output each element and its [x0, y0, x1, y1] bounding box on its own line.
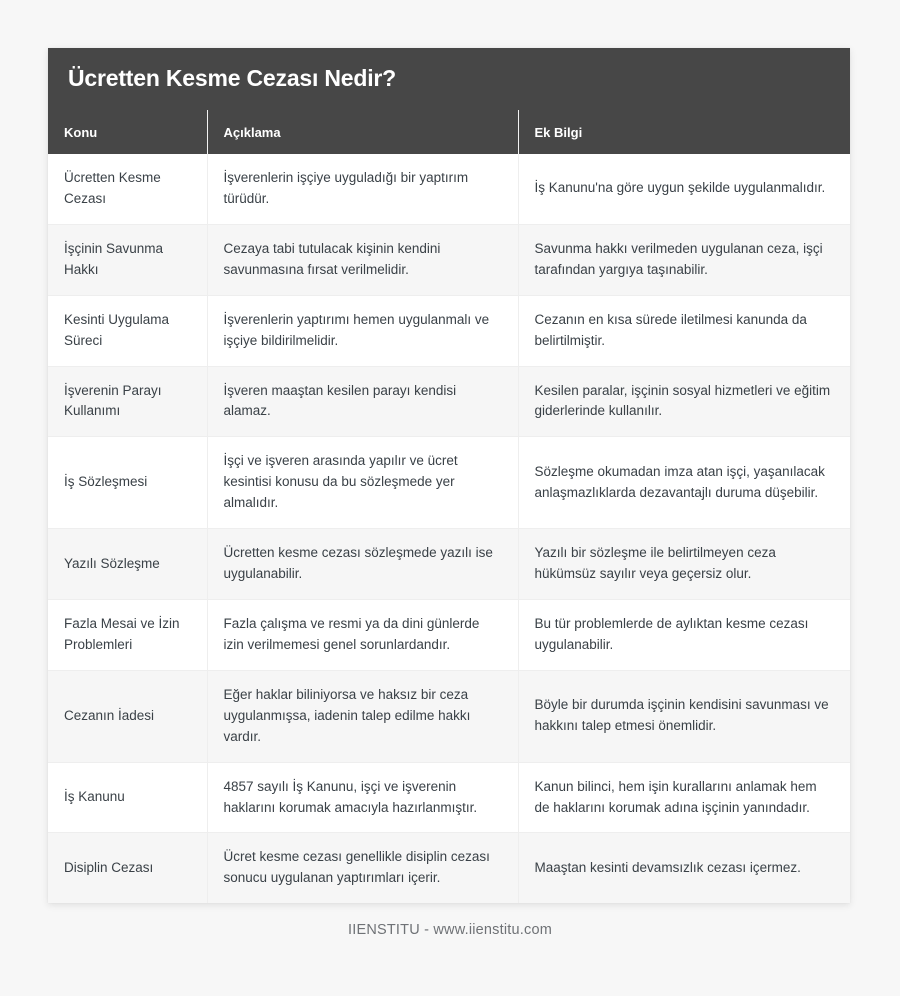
table-row — [48, 670, 850, 762]
info-table — [48, 110, 850, 903]
cell-konu: İşçinin Savunma Hakkı — [48, 224, 207, 295]
cell-konu: Fazla Mesai ve İzin Problemleri — [48, 599, 207, 670]
cell-aciklama: Ücret kesme cezası genellikle disiplin cezası sonucu uygulanan yaptırımları içerir. — [207, 833, 518, 903]
cell-ek-bilgi: Maaştan kesinti devamsızlık cezası içermez. — [518, 833, 850, 903]
cell-konu: Cezanın İadesi — [48, 670, 207, 762]
cell-ek-bilgi: İş Kanunu'na göre uygun şekilde uygulanmalıdır. — [518, 154, 850, 224]
cell-konu: İşverenin Parayı Kullanımı — [48, 366, 207, 437]
table-row — [48, 762, 850, 833]
cell-ek-bilgi: Savunma hakkı verilmeden uygulanan ceza, işçi tarafından yargıya taşınabilir. — [518, 224, 850, 295]
table-row — [48, 224, 850, 295]
cell-konu: İş Sözleşmesi — [48, 437, 207, 529]
table-row — [48, 529, 850, 600]
cell-aciklama: Ücretten kesme cezası sözleşmede yazılı ise uygulanabilir. — [207, 529, 518, 600]
cell-aciklama: İşçi ve işveren arasında yapılır ve ücret kesintisi konusu da bu sözleşmede yer almalıdır. — [207, 437, 518, 529]
table-row — [48, 295, 850, 366]
cell-aciklama: İşverenlerin işçiye uyguladığı bir yaptırım türüdür. — [207, 154, 518, 224]
cell-aciklama: Fazla çalışma ve resmi ya da dini günlerde izin verilmemesi genel sorunlardandır. — [207, 599, 518, 670]
table-row — [48, 437, 850, 529]
cell-ek-bilgi: Bu tür problemlerde de aylıktan kesme cezası uygulanabilir. — [518, 599, 850, 670]
footer-attribution: IIENSTITU - www.iienstitu.com — [348, 922, 552, 938]
cell-ek-bilgi: Kanun bilinci, hem işin kurallarını anlamak hem de haklarını korumak adına işçinin yanındadır. — [518, 762, 850, 833]
table-row — [48, 154, 850, 224]
cell-aciklama: İşveren maaştan kesilen parayı kendisi alamaz. — [207, 366, 518, 437]
cell-konu: Disiplin Cezası — [48, 833, 207, 903]
cell-aciklama: Eğer haklar biliniyorsa ve haksız bir ceza uygulanmışsa, iadenin talep edilme hakkı vardır. — [207, 670, 518, 762]
cell-aciklama: Cezaya tabi tutulacak kişinin kendini savunmasına fırsat verilmelidir. — [207, 224, 518, 295]
cell-konu: Ücretten Kesme Cezası — [48, 154, 207, 224]
table-row — [48, 833, 850, 903]
cell-konu: Yazılı Sözleşme — [48, 529, 207, 600]
column-header-konu: Konu — [48, 110, 207, 154]
cell-ek-bilgi: Sözleşme okumadan imza atan işçi, yaşanılacak anlaşmazlıklarda dezavantajlı duruma düşebilir. — [518, 437, 850, 529]
cell-ek-bilgi: Kesilen paralar, işçinin sosyal hizmetleri ve eğitim giderlerinde kullanılır. — [518, 366, 850, 437]
info-card — [48, 48, 850, 903]
column-header-aciklama: Açıklama — [207, 110, 518, 154]
table-body — [48, 154, 850, 903]
page-title: Ücretten Kesme Cezası Nedir? — [48, 48, 850, 110]
table-row — [48, 366, 850, 437]
table-header — [48, 110, 850, 154]
cell-konu: İş Kanunu — [48, 762, 207, 833]
table-row — [48, 599, 850, 670]
column-header-ek-bilgi: Ek Bilgi — [518, 110, 850, 154]
cell-konu: Kesinti Uygulama Süreci — [48, 295, 207, 366]
cell-ek-bilgi: Böyle bir durumda işçinin kendisini savunması ve hakkını talep etmesi önemlidir. — [518, 670, 850, 762]
cell-ek-bilgi: Yazılı bir sözleşme ile belirtilmeyen ceza hükümsüz sayılır veya geçersiz olur. — [518, 529, 850, 600]
cell-ek-bilgi: Cezanın en kısa sürede iletilmesi kanunda da belirtilmiştir. — [518, 295, 850, 366]
table-header-row — [48, 110, 850, 154]
cell-aciklama: İşverenlerin yaptırımı hemen uygulanmalı ve işçiye bildirilmelidir. — [207, 295, 518, 366]
cell-aciklama: 4857 sayılı İş Kanunu, işçi ve işverenin haklarını korumak amacıyla hazırlanmıştır. — [207, 762, 518, 833]
